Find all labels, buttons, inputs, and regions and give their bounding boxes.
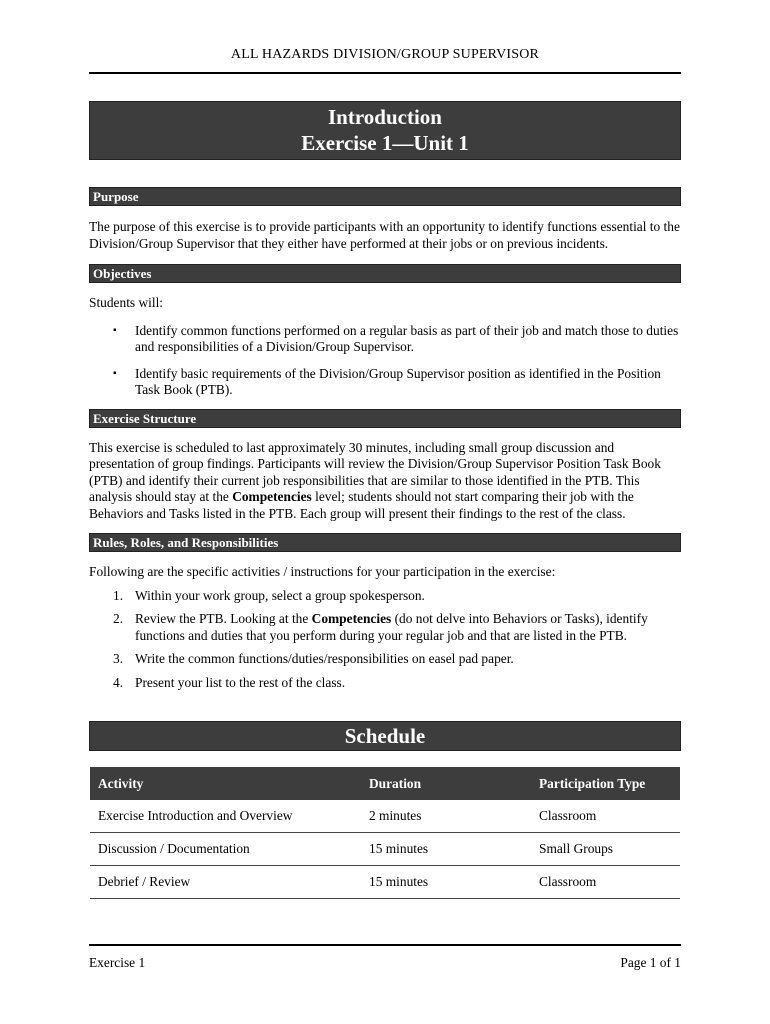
cell-participation: Classroom [531,800,680,833]
column-header-duration: Duration [361,767,531,800]
cell-duration: 15 minutes [361,833,531,866]
objectives-intro: Students will: [89,295,164,310]
section-heading-rules: Rules, Roles, and Responsibilities [89,533,681,552]
objective-text: Identify common functions performed on a regular basis as part of their job and match those to duties and responsibilities of a Division/Group Supervisor. [135,322,679,354]
column-header-activity: Activity [90,767,361,800]
rules-list [89,588,681,692]
title-box [89,101,681,160]
list-item [89,675,681,692]
list-number: 4. [113,674,124,690]
table-row [90,833,680,866]
cell-activity: Discussion / Documentation [90,833,361,866]
rule-text-bold: Competencies [311,611,392,626]
objective-text: Identify basic requirements of the Division/Group Supervisor position as identified in the Position Task Book (PTB). [135,365,661,397]
cell-participation: Small Groups [531,833,680,866]
objectives-list [89,323,681,399]
cell-activity: Exercise Introduction and Overview [90,800,361,833]
cell-duration: 2 minutes [361,800,531,833]
structure-text-bold: Competencies [232,489,312,504]
section-heading-purpose: Purpose [89,187,681,206]
structure-text [89,440,681,523]
title-line-2: Exercise 1—Unit 1 [301,131,469,155]
footer-page-number: Page 1 of 1 [620,955,681,970]
purpose-text: The purpose of this exercise is to provide participants with an opportunity to identify functions essential to the Division/Group Supervisor that they either have performed at their jobs or on previous incidents. [89,219,680,251]
bullet-square-icon: ▪ [113,367,117,379]
footer-exercise-label: Exercise 1 [89,955,146,970]
title-line-1: Introduction [328,105,442,129]
rule-text: Within your work group, select a group spokesperson. [135,587,425,603]
rule-text: Present your list to the rest of the class. [135,674,346,690]
table-row [90,800,680,833]
list-number: 1. [113,587,124,603]
rules-intro: Following are the specific activities / instructions for your participation in the exercise: [89,564,556,579]
cell-activity: Debrief / Review [90,866,361,899]
document-page [89,0,681,899]
list-item [89,651,681,668]
section-heading-objectives: Objectives [89,264,681,283]
header-rule [89,72,681,74]
list-item [89,588,681,605]
list-item [89,323,681,356]
structure-text-part: This exercise is scheduled to last approximately 30 minutes, including small group discussion and presentation of group findings. Participants will review the Division/Group Supervisor Position Task Book (PTB) and identify their current job responsibilities that are similar to those identified in the PTB. This analysis should stay at the [89,439,661,504]
list-item [89,366,681,399]
section-heading-structure: Exercise Structure [89,409,681,428]
column-header-participation: Participation Type [531,767,680,800]
rule-text: Write the common functions/duties/responsibilities on easel pad paper. [135,651,514,666]
list-number: 2. [113,611,124,626]
schedule-table [90,767,680,899]
page-footer [89,955,681,971]
schedule-title: Schedule [89,721,681,751]
running-header: ALL HAZARDS DIVISION/GROUP SUPERVISOR [230,47,540,62]
footer-rule [89,944,681,946]
rule-text: Review the PTB. Looking at the [135,611,312,626]
rule-text: (do not delve into Behaviors or Tasks), identify functions and duties that you perform during your regular job and that are listed in the PTB. [135,611,648,643]
table-row [90,866,680,899]
cell-duration: 15 minutes [361,866,531,899]
list-number: 3. [113,651,124,666]
bullet-square-icon: ▪ [113,324,117,336]
table-header-row [90,767,680,800]
structure-text-part: level; students should not start comparing their job with the Behaviors and Tasks listed in the PTB. Each group will present their findings to the rest of the class. [89,489,634,521]
cell-participation: Classroom [531,866,680,899]
list-item [89,611,681,644]
